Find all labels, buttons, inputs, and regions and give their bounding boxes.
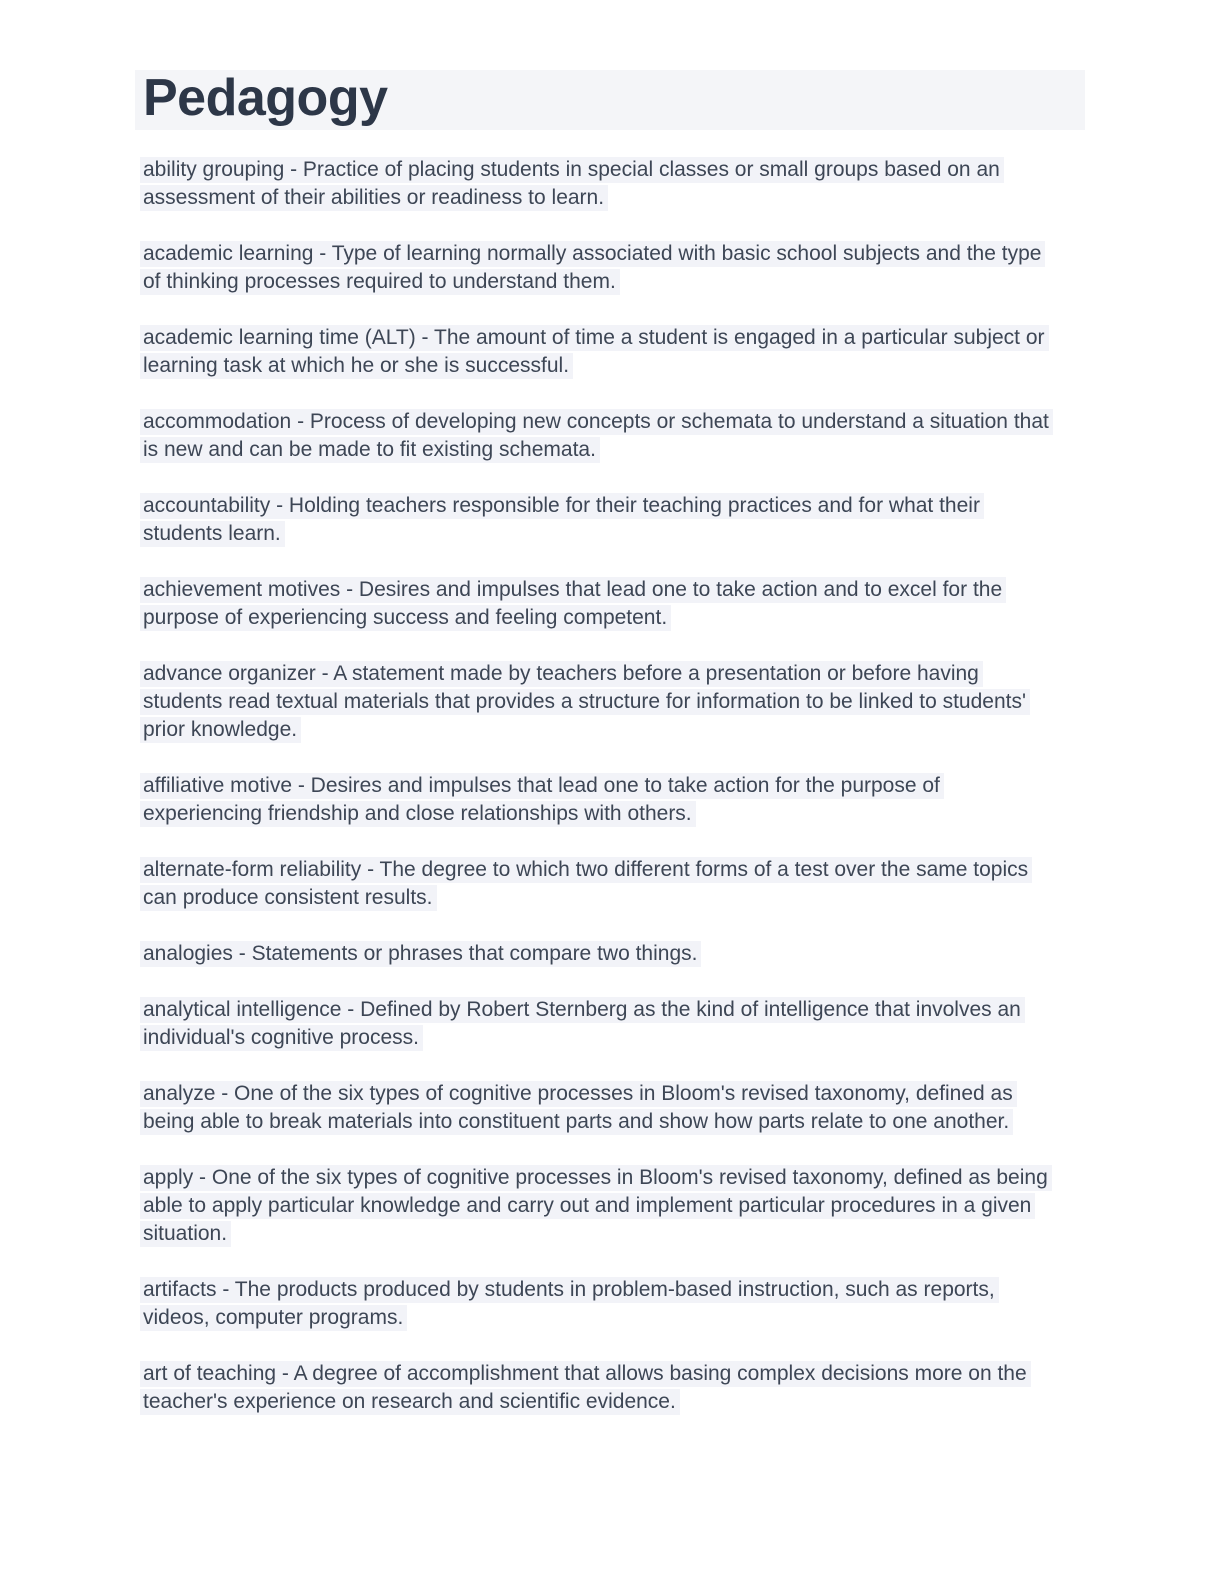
- glossary-entry: [140, 324, 1055, 380]
- glossary-entry: [140, 576, 1055, 632]
- glossary-entry: [140, 156, 1055, 212]
- page-title: Pedagogy: [135, 70, 1085, 130]
- entry-text: academic learning time (ALT) - The amount of time a student is engaged in a particular subject or learning task at which he or she is successful.: [140, 325, 1049, 379]
- entry-text: accountability - Holding teachers responsible for their teaching practices and for what their students learn.: [140, 493, 984, 547]
- glossary-entry: [140, 856, 1055, 912]
- entry-text: apply - One of the six types of cognitive processes in Bloom's revised taxonomy, defined as being able to apply particular knowledge and carry out and implement particular procedures in a given situation.: [140, 1165, 1052, 1247]
- glossary-entry: [140, 240, 1055, 296]
- glossary-entry: [140, 660, 1055, 744]
- entry-text: achievement motives - Desires and impulses that lead one to take action and to excel for the purpose of experiencing success and feeling competent.: [140, 577, 1006, 631]
- entry-text: artifacts - The products produced by students in problem-based instruction, such as reports, videos, computer programs.: [140, 1277, 999, 1331]
- glossary-entry: [140, 408, 1055, 464]
- glossary-entry: [140, 492, 1055, 548]
- glossary-entry: [140, 1164, 1055, 1248]
- glossary-list: [135, 156, 1085, 1416]
- glossary-entry: [140, 1360, 1055, 1416]
- entry-text: academic learning - Type of learning normally associated with basic school subjects and the type of thinking processes required to understand them.: [140, 241, 1045, 295]
- glossary-entry: [140, 996, 1055, 1052]
- entry-text: analytical intelligence - Defined by Robert Sternberg as the kind of intelligence that involves an individual's cognitive process.: [140, 997, 1025, 1051]
- entry-text: accommodation - Process of developing new concepts or schemata to understand a situation that is new and can be made to fit existing schemata.: [140, 409, 1053, 463]
- glossary-entry: [140, 1276, 1055, 1332]
- entry-text: advance organizer - A statement made by teachers before a presentation or before having students read textual materials that provides a structure for information to be linked to students' prior knowledge.: [140, 661, 1030, 743]
- glossary-entry: [140, 940, 1055, 968]
- entry-text: alternate-form reliability - The degree to which two different forms of a test over the same topics can produce consistent results.: [140, 857, 1032, 911]
- glossary-entry: [140, 1080, 1055, 1136]
- entry-text: art of teaching - A degree of accomplishment that allows basing complex decisions more on the teacher's experience on research and scientific evidence.: [140, 1361, 1031, 1415]
- entry-text: analyze - One of the six types of cognitive processes in Bloom's revised taxonomy, defined as being able to break materials into constituent parts and show how parts relate to one another.: [140, 1081, 1017, 1135]
- entry-text: analogies - Statements or phrases that compare two things.: [140, 941, 701, 967]
- glossary-entry: [140, 772, 1055, 828]
- entry-text: affiliative motive - Desires and impulses that lead one to take action for the purpose of experiencing friendship and close relationships with others.: [140, 773, 944, 827]
- entry-text: ability grouping - Practice of placing students in special classes or small groups based on an assessment of their abilities or readiness to learn.: [140, 157, 1004, 211]
